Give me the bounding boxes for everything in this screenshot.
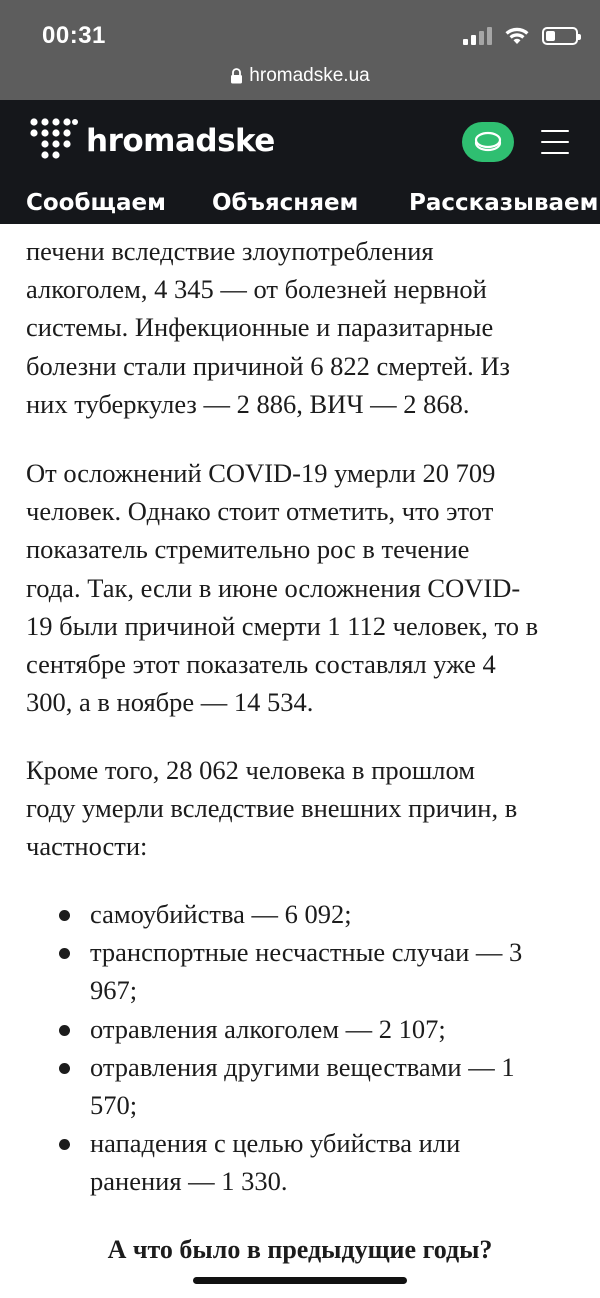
external-causes-list — [0, 895, 600, 1201]
status-bar — [0, 0, 600, 60]
text-line: 300, а в ноябре — 14 534. — [26, 687, 314, 718]
text-line: Кроме того, 28 062 человека в прошлом — [26, 755, 476, 785]
list-item — [0, 1010, 600, 1048]
text-line: отравления алкоголем — 2 107; — [90, 1013, 446, 1044]
text-line: самоубийства — 6 092; — [90, 899, 352, 929]
logo-text: hromadske — [86, 123, 275, 159]
text-line: системы. Инфекционные и паразитарные — [26, 312, 494, 343]
list-item — [0, 933, 600, 1009]
text-line: частности: — [26, 831, 148, 862]
text-line: От осложнений COVID-19 умерли 20 709 — [26, 458, 496, 488]
text-line: них туберкулез — 2 886, ВИЧ — 2 868. — [26, 388, 470, 419]
text-line: нападения с целью убийства или — [90, 1128, 461, 1159]
account-button[interactable] — [462, 122, 514, 162]
section-nav — [0, 184, 600, 224]
text-line: печени вследствие злоупотребления — [26, 236, 434, 266]
cellular-signal-icon — [463, 27, 492, 45]
paragraph-causes — [26, 232, 578, 423]
text-line: показатель стремительно рос в течение — [26, 534, 470, 565]
section-subheading: А что было в предыдущие годы? — [107, 1235, 493, 1264]
list-item — [0, 1124, 600, 1200]
tab-rasskazyvaem[interactable]: Рассказываем — [409, 190, 599, 216]
url-text: hromadske.ua — [249, 65, 370, 86]
status-icons — [463, 24, 578, 48]
text-line: алкоголем, 4 345 — от болезней нервной — [26, 274, 487, 305]
paragraph-covid — [26, 454, 578, 721]
dots-logo-icon — [28, 116, 78, 166]
text-line: сентябре этот показатель составлял уже 4 — [26, 649, 496, 680]
site-logo[interactable] — [28, 116, 275, 166]
browser-chrome — [0, 0, 600, 100]
site-header — [0, 100, 600, 224]
text-line: отравления другими веществами — 1 — [90, 1051, 515, 1082]
paragraph-external-causes — [26, 751, 578, 866]
text-line: человек. Однако стоит отметить, что этот — [26, 496, 494, 527]
text-line: 570; — [90, 1090, 138, 1121]
list-item — [0, 895, 600, 933]
status-time: 00:31 — [42, 22, 106, 49]
article-body — [0, 224, 600, 1298]
text-line: году умерли вследствие внешних причин, в — [26, 793, 518, 824]
home-indicator[interactable] — [193, 1277, 407, 1284]
text-line: транспортные несчастные случаи — 3 — [90, 937, 523, 968]
text-line: года. Так, если в июне осложнения COVID- — [26, 572, 521, 603]
list-item — [0, 1048, 600, 1124]
wifi-icon — [504, 26, 530, 46]
lock-icon — [230, 68, 243, 84]
hamburger-menu-icon[interactable] — [541, 130, 569, 154]
text-line: ранения — 1 330. — [90, 1166, 288, 1197]
text-line: болезни стали причиной 6 822 смертей. Из — [26, 350, 511, 381]
coin-icon — [473, 130, 503, 154]
tab-obyasnyaem[interactable]: Объясняем — [212, 190, 359, 216]
address-bar[interactable] — [0, 62, 600, 90]
text-line: 19 были причиной смерти 1 112 человек, то в — [26, 610, 539, 641]
battery-icon — [542, 27, 578, 45]
tab-soobshchaem[interactable]: Сообщаем — [26, 190, 166, 216]
text-line: 967; — [90, 975, 138, 1006]
